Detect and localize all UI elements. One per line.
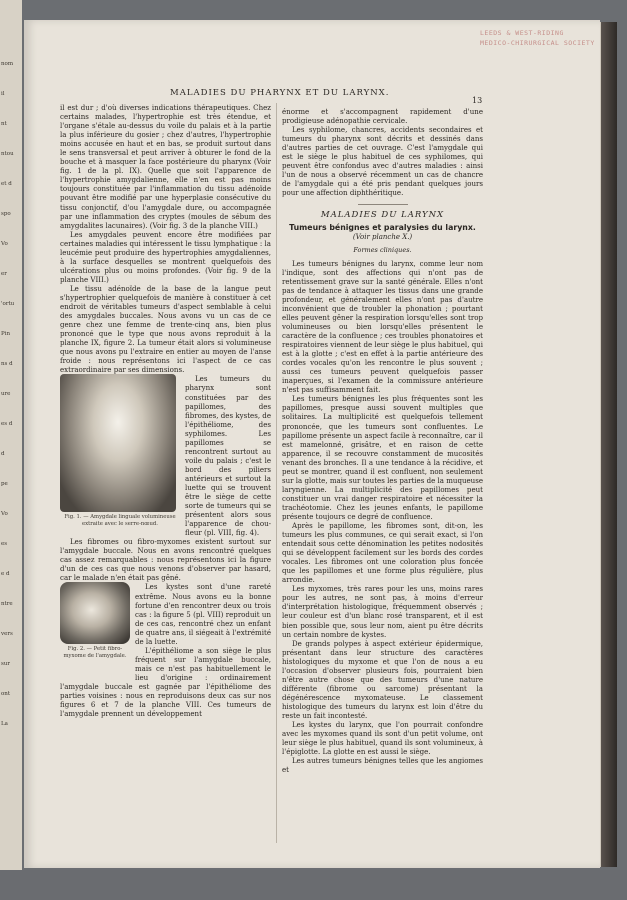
- section-rule: [358, 204, 408, 205]
- library-stamp: [480, 28, 595, 48]
- left-paragraph-5: Les fibromes ou fibro-myxomes existent surtout sur l'amygdale buccale. Nous en avons rencontré quelques cas assez remarquables : nous représentons ici la figure d'un de ces cas que nous venons d'observer par hasard, car le malade n'en était pas gêné.: [60, 537, 271, 583]
- adjacent-page-fragment: nom: [1, 61, 14, 67]
- adjacent-page-fragment: Pin: [1, 331, 11, 337]
- adjacent-page-fragment: d: [1, 451, 5, 457]
- adjacent-page-edge: [0, 0, 22, 900]
- right-paragraph-7: De grands polypes à aspect extérieur épidermique, présentant dans leur structure des caractères histologiques du myxome et que l'on de nous a eu l'occasion d'observer plusieurs fois, pourraient bien n'être autre chose que des tumeurs d'une nature différente (fibrome ou sarcome) présentant la dégénérescence myxomateuse. Le classement histologique des tumeurs du larynx est loin d'être du reste un fait incontesté.: [282, 638, 483, 720]
- left-column: [60, 103, 271, 718]
- figure-2: [60, 582, 130, 677]
- adjacent-page-fragment: Vo: [1, 511, 8, 517]
- figure-1-caption: Fig. 1. — Amygdale linguale volumineuse extraite avec le serre-nœud.: [64, 514, 176, 527]
- adjacent-page-fragment: spo: [1, 211, 11, 217]
- adjacent-page-fragment: es d: [1, 421, 13, 427]
- left-paragraph-1: il est dur ; d'où diverses indications thérapeutiques. Chez certains malades, l'hypertrophie est très étendue, et l'organe s'étale au-dessus du voile du palais et à la partie la plus inférieure du gosier ; chez d'autres, l'hypertrophie moins accusée en haut et en bas, se produit surtout dans le sens transversal et peut arriver à obturer le fond de la bouche et à masquer la face postérieure du pharynx (Voir fig. 1 de la pl. IX). Quelle que soit l'apparence de l'hypertrophie amygdalienne, elle n'en est pas moins toujours constituée par l'inflammation du tissu adénoïde pouvant être modifié par une hyperplasie consécutive du tissu conjonctif, d'ou l'amygdale dure, ou accompagnée par une inflammation des cryptes (moules de sébum des amygdalites lacunaires). (Voir fig. 3 de la planche VIII.): [60, 103, 271, 230]
- adjacent-page-fragment: er: [1, 271, 7, 277]
- page-number: 13: [472, 96, 483, 105]
- right-paragraph-1: énorme et s'accompagnent rapidement d'une prodigieuse adénopathie cervicale.: [282, 107, 483, 126]
- figure-2-illustration: [60, 582, 130, 644]
- adjacent-page-fragment: sur: [1, 661, 10, 667]
- figure-1-illustration: [60, 374, 176, 512]
- left-paragraph-6: Les kystes sont d'une rareté extrême. Nous avons eu la bonne fortune d'en rencontrer deux ou trois cas : la figure 5 (pl. VIII) reproduit un de ces cas, rencontré chez un enfant de quatre ans, il siégeait à l'extrémité de la luette.: [135, 582, 271, 646]
- section-subtitle: Tumeurs bénignes et paralysies du larynx.: [289, 222, 476, 232]
- adjacent-page-fragment: ns d: [1, 361, 13, 367]
- adjacent-page-fragment: pe: [1, 481, 8, 487]
- running-head: MALADIES DU PHARYNX ET DU LARYNX.: [170, 88, 390, 98]
- adjacent-page-fragment: vers: [1, 631, 13, 637]
- adjacent-page-fragment: es: [1, 541, 8, 547]
- left-paragraph-4: Les tumeurs du pharynx sont constituées par des papillomes, des fibromes, des kystes, de l'épithéliome, des syphilomes. Les papillomes se rencontrent surtout au voile du palais ; c'est le bord des piliers antérieurs et surtout la luette qui se trouvent être le siège de cette sorte de tumeurs qui se présentent alors sous l'apparence de chou-fleur (pl. VIII, fig. 4).: [185, 374, 271, 538]
- adjacent-page-fragment: ntou: [1, 151, 14, 157]
- right-paragraph-9: Les autres tumeurs bénignes telles que les angiomes et: [282, 756, 483, 775]
- adjacent-page-fragment: La: [1, 721, 8, 727]
- adjacent-page-fragment: et d: [1, 181, 12, 187]
- right-paragraph-8: Les kystes du larynx, que l'on pourrait confondre avec les myxomes quand ils sont d'un petit volume, ont leur siège le plus habituel, quand ils sont volumineux, à l'épiglotte. La glotte en est aussi le siège.: [282, 720, 483, 757]
- adjacent-page-fragment: ure: [1, 391, 11, 397]
- right-column: [282, 107, 483, 774]
- book-cover-edge: [600, 22, 617, 867]
- column-divider: [276, 103, 277, 843]
- right-paragraph-3: Les tumeurs bénignes du larynx, comme leur nom l'indique, sont des affections qui n'ont pas de retentissement grave sur la santé générale. Elles n'ont pas de tendance à attaquer les tissus dans une grande profondeur, et généralement elles n'ont pas d'autre inconvénient que de troubler la phonation ; pourtant elles peuvent gêner la respiration lorsqu'elles sont trop volumineuses ou bien lorsqu'elles présentent le caractère de la confluence ; ces troubles phonatoires et respiratoires viennent de leur siège le plus habituel, qui est à la glotte ; c'est en effet à la partie antérieure des cordes vocales qu'on les rencontre le plus souvent ; aussi ces tumeurs peuvent quelquefois passer inaperçues, si l'examen de la commissure antérieure n'est pas suffisamment fait.: [282, 258, 483, 395]
- adjacent-page-fragment: il: [1, 91, 5, 97]
- stamp-line-2: MEDICO-CHIRURGICAL SOCIETY: [480, 39, 595, 47]
- adjacent-page-fragment: e d: [1, 571, 10, 577]
- adjacent-page-fragment: Vo: [1, 241, 8, 247]
- right-paragraph-4: Les tumeurs bénignes les plus fréquentes sont les papillomes, presque aussi souvent multiples que solitaires. La multiplicité est quelquefois tellement prononcée, que les tumeurs sont confluentes. Le papillome présente un aspect facile à reconnaître, car il est mamelonné, grisâtre, et en raison de cette apparence, il se recouvre constamment de mucosités venant des bronches. Il a une tendance à la récidive, et peut se montrer, quand il est confluent, non seulement sur la glotte, mais sur toutes les parties de la muqueuse laryngienne. La multiplicité des papillomes peut constituer un vrai danger respiratoire et nécessiter la trachéotomie. Chez les jeunes enfants, le papillome présente toujours ce degré de confluence.: [282, 394, 483, 521]
- adjacent-page-fragment: 'ortu: [1, 301, 15, 307]
- right-paragraph-2: Les syphilome, chancres, accidents secondaires et tumeurs du pharynx sont décrits et dessinés dans d'autres parties de cet ouvrage. C'est l'amygdale qui est le siège le plus habituel de ces syphilomes, qui peuvent être confondus avec d'autres maladies : ainsi l'un de nous a observé récemment un cas de chancre de l'amygdale qui a été pris pendant quelques jours pour une affection diphthéritique.: [282, 125, 483, 198]
- adjacent-page-fragment: ont: [1, 691, 11, 697]
- adjacent-page-fragment: ntre: [1, 601, 13, 607]
- section-title: MALADIES DU LARYNX: [320, 210, 445, 221]
- section-reference: (Voir planche X.): [352, 232, 413, 241]
- scanner-bottom: [0, 870, 627, 900]
- figure-2-caption: Fig. 2. — Petit fibro-myxome de l'amygdale.: [63, 646, 127, 659]
- right-paragraph-5: Après le papillome, les fibromes sont, dit-on, les tumeurs les plus communes, ce qui serait exact, si l'on entendait sous cette dénomination les petites nodosités qui se développent facilement sur les bords des cordes vocales. Les fibromes ont une coloration plus foncée que les papillomes et une forme plus régulière, plus arrondie.: [282, 521, 483, 585]
- stamp-line-1: LEEDS & WEST-RIDING: [480, 29, 564, 37]
- left-paragraph-2: Les amygdales peuvent encore être modifiées par certaines maladies qui intéressent le tissu lymphatique : la leucémie peut produire des hypertrophies amygdaliennes, à la surface desquelles se montrent quelquefois des ulcérations plus ou moins profondes. (Voir fig. 9 de la planche VIII.): [60, 229, 271, 284]
- figure-1: [60, 374, 180, 529]
- right-paragraph-6: Les myxomes, très rares pour les uns, moins rares pour les autres, ne sont pas, à moins d'erreur d'interprétation histologique, fréquemment observés ; leur couleur est d'un blanc rosé transparent, et il est bien possible que, sous leur nom, aient pu être décrits un certain nombre de kystes.: [282, 584, 483, 639]
- left-paragraph-7: L'épithéliome a son siège le plus fréquent sur l'amygdale buccale, mais ce n'est pas habituellement le lieu d'origine : ordinairement l'amygdale buccale est gagnée par l'épithéliome des parties voisines : nous en reproduisons deux cas sur nos figures 6 et 7 de la planche VIII. Ces tumeurs de l'amygdale prennent un développement: [60, 645, 271, 719]
- left-paragraph-3: Le tissu adénoïde de la base de la langue peut s'hypertrophier quelquefois de manière à constituer à cet endroit de véritables tumeurs d'aspect semblable à celui des amygdales buccales. Nous avons vu un cas de ce genre chez une femme de trente-cinq ans, bien plus prononcé que le type que nous avons reproduit à la planche IX, figure 2. La tumeur était alors si volumineuse que nous avons pu l'extraire en entier au moyen de l'anse froide : nous représentons ici l'aspect de ce cas extraordinaire par ses dimensions.: [60, 283, 271, 375]
- section-subheading: Formes cliniques.: [353, 245, 412, 254]
- adjacent-page-fragment: nt: [1, 121, 7, 127]
